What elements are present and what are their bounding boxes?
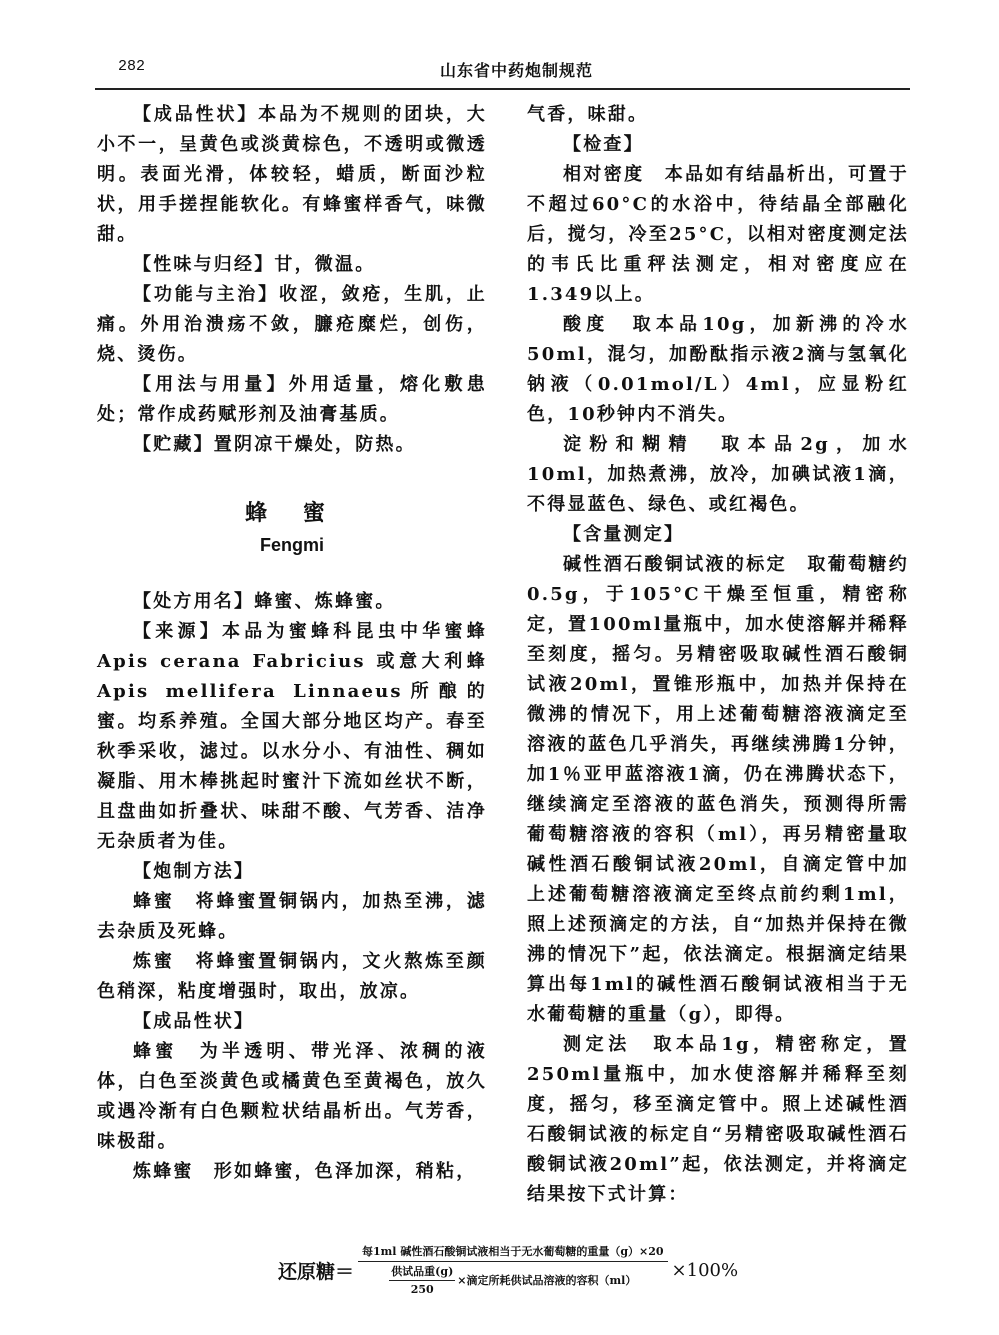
formula-lhs: 还原糖＝ [278, 1261, 355, 1283]
paragraph: 【性味与归经】甘，微温。 [133, 254, 376, 275]
formula-fraction [358, 1244, 668, 1297]
formula-denominator [389, 1262, 636, 1297]
section-heading: 【成品性状】 [133, 1011, 255, 1032]
paragraph: 【处方用名】蜂蜜、炼蜂蜜。 [133, 591, 396, 612]
paragraph: 【贮藏】置阴凉干燥处，防热。 [133, 434, 416, 455]
section-heading: 【检查】 [563, 134, 644, 155]
paragraph: 酸度 取本品10g，加新沸的冷水50ml，混匀，加酚酞指示液2滴与氢氧化钠液（0.01mol/L）4ml，应显粉红色，10秒钟内不消失。 [527, 314, 909, 425]
reducing-sugar-formula [278, 1244, 999, 1297]
paragraph: 淀粉和糊精 取本品2g，加水10ml，加热煮沸，放冷，加碘试液1滴，不得显蓝色、绿色、或红褐色。 [527, 434, 909, 515]
paragraph: 炼蜜 将蜂蜜置铜锅内，文火熬炼至颜色稍深，粘度增强时，取出，放凉。 [97, 951, 487, 1002]
right-column [527, 100, 909, 1210]
section-heading: 【炮制方法】 [133, 861, 255, 882]
page-number: 282 [118, 58, 146, 75]
entry-title: 蜂 蜜 [245, 500, 339, 526]
paragraph: 蜂蜜 为半透明、带光泽、浓稠的液体，白色至淡黄色或橘黄色至黄褐色，放久或遇冷渐有白色颗粒状结晶析出。气芳香，味极甜。 [97, 1041, 487, 1152]
running-title: 山东省中药炮制规范 [440, 61, 594, 80]
paragraph: 测定法 取本品1g，精密称定，置250ml量瓶中，加水使溶解并稀释至刻度，摇匀，移至滴定管中。照上述碱性酒石酸铜试液的标定自“另精密吸取碱性酒石酸铜试液20ml”起，依法测定，并将滴定结果按下式计算： [527, 1034, 909, 1205]
paragraph-continuation: 气香，味甜。 [527, 104, 649, 125]
formula-rhs: ×100% [671, 1260, 739, 1281]
paragraph: 【来源】本品为蜜蜂科昆虫中华蜜蜂 Apis cerana Fabricius 或意大利蜂Apis mellifera Linnaeus所酿的蜜。均系养殖。全国大部分地区均产。春至秋季采收，滤过。以水分小、有油性、稠如凝脂、用木棒挑起时蜜汁下流如丝状不断，且盘曲如折叠状、味甜不酸、气芳香、洁净无杂质者为佳。 [97, 621, 487, 852]
section-heading: 【含量测定】 [563, 524, 685, 545]
formula-sub-numerator: 供试品重(g) [389, 1264, 455, 1281]
formula-numerator: 每1ml 碱性酒石酸铜试液相当于无水葡萄糖的重量（g）×20 [358, 1244, 668, 1262]
header-rule [95, 88, 910, 90]
paragraph: 【成品性状】本品为不规则的团块，大小不一，呈黄色或淡黄棕色，不透明或微透明。表面光滑，体较轻，蜡质，断面沙粒状，用手搓捏能软化。有蜂蜜样香气，味微甜。 [97, 104, 487, 245]
formula-sub-fraction [389, 1264, 455, 1297]
paragraph: 炼蜂蜜 形如蜂蜜，色泽加深，稍粘， [133, 1161, 477, 1182]
paragraph: 【功能与主治】收涩，敛疮，生肌，止痛。外用治溃疡不敛，臁疮糜烂，创伤，烧、烫伤。 [97, 284, 487, 365]
paragraph: 【用法与用量】外用适量，熔化敷患处；常作成药赋形剂及油膏基质。 [97, 374, 487, 425]
formula-denominator-rest: ×滴定所耗供试品溶液的容积（ml） [457, 1274, 637, 1287]
formula-sub-denominator: 250 [410, 1283, 434, 1296]
entry-pinyin: Fengmi [259, 535, 324, 555]
left-column [97, 100, 487, 1187]
paragraph: 碱性酒石酸铜试液的标定 取葡萄糖约0.5g，于105°C干燥至恒重，精密称定，置100ml量瓶中，加水使溶解并稀释至刻度，摇匀。另精密吸取碱性酒石酸铜试液20ml，置锥形瓶中，加热并保持在微沸的情况下，用上述葡萄糖溶液滴定至溶液的蓝色几乎消失，再继续沸腾1分钟，加1％亚甲蓝溶液1滴，仍在沸腾状态下，继续滴定至溶液的蓝色消失，预测得所需葡萄糖溶液的容积（ml），再另精密量取碱性酒石酸铜试液20ml，自滴定管中加上述葡萄糖溶液滴定至终点前约剩1ml，照上述预滴定的方法，自“加热并保持在微沸的情况下”起，依法滴定。根据滴定结果算出每1ml的碱性酒石酸铜试液相当于无水葡萄糖的重量（g），即得。 [527, 554, 909, 1025]
paragraph: 相对密度 本品如有结晶析出，可置于不超过60°C的水浴中，待结晶全部融化后，搅匀，冷至25°C，以相对密度测定法的韦氏比重秤法测定，相对密度应在1.349以上。 [527, 164, 909, 305]
paragraph: 蜂蜜 将蜂蜜置铜锅内，加热至沸，滤去杂质及死蜂。 [97, 891, 487, 942]
